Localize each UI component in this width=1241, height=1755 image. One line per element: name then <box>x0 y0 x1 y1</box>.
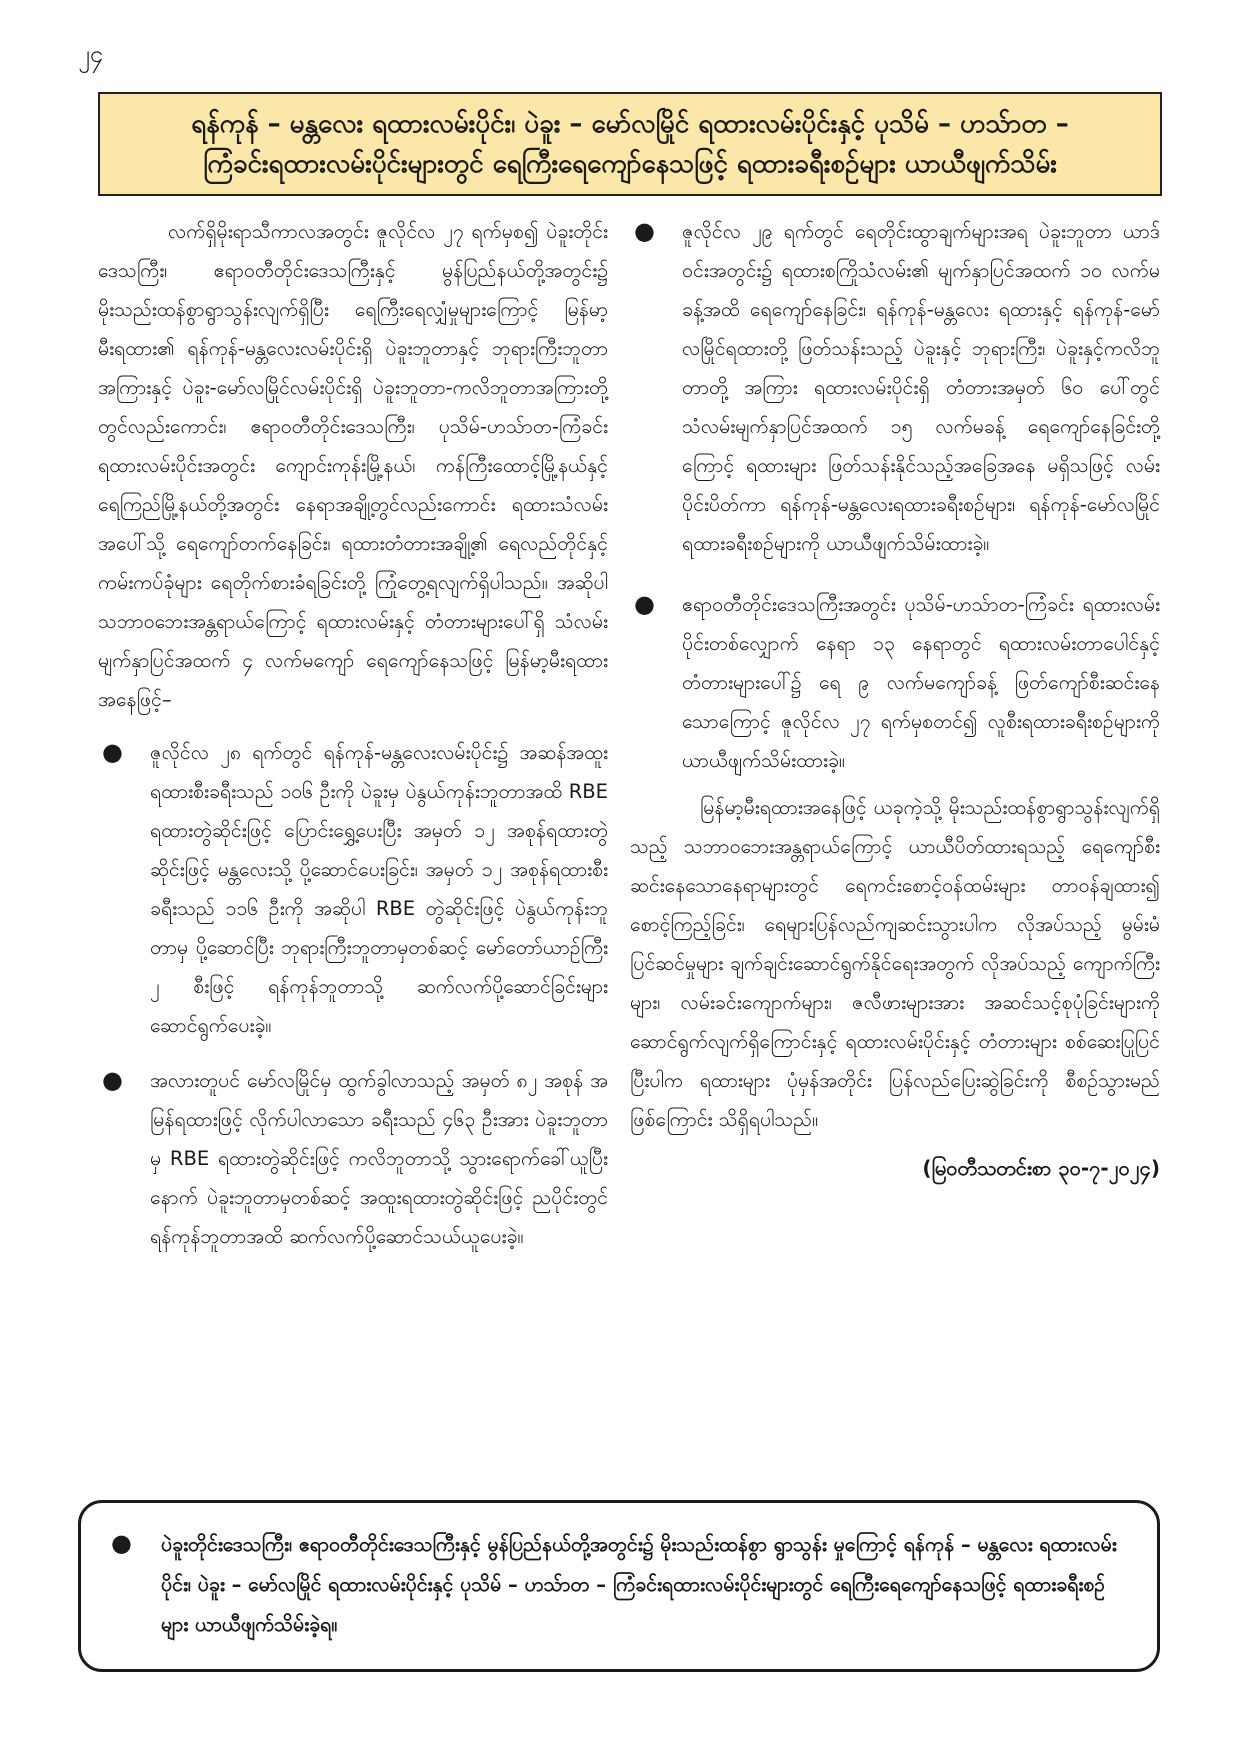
list-item-text: ဇူလိုင်လ ၂၉ ရက်တွင် ရေတိုင်းထွာချက်များအရ ပဲခူးဘူတာ ယာဒ်ဝင်းအတွင်း၌ ရထားစကြိုသံလမ်း၏ မျက်နှာပြင်အထက် ၁၀ လက်မခန့်အထိ ရေကျော်နေခြင်း၊ ရန်ကုန်-မန္တလေး ရထားနှင့် ရန်ကုန်-မော်လမြိုင်ရထားတို့ ဖြတ်သန်းသည့် ပဲခူးနှင့် ဘုရားကြီး၊ ပဲခူးနှင့်ကလိဘူတာတို့ အကြား ရထားလမ်းပိုင်းရှိ တံတားအမှတ် ၆၀ ပေါ်တွင် သံလမ်းမျက်နှာပြင်အထက် ၁၅ လက်မခန့် ရေကျော်နေခြင်းတို့ကြောင့် ရထားများ ဖြတ်သန်းနိုင်သည့်အခြေအနေ မရှိသဖြင့် လမ်းပိုင်းပိတ်ကာ ရန်ကုန်-မန္တလေးရထားခရီးစဉ်များ၊ ရန်ကုန်-မော်လမြိုင်ရထားခရီးစဉ်များကို ယာယီဖျက်သိမ်းထားခဲ့။ <box>682 220 1160 555</box>
article-closing: မြန်မာ့မီးရထားအနေဖြင့် ယခုကဲ့သို့ မိုးသည်းထန်စွာရွာသွန်းလျက်ရှိသည့် သဘာဝဘေးအန္တရာယ်ကြောင့် ယာယီပိတ်ထားရသည့် ရေကျော်စီးဆင်းနေသောနေရာများတွင် ရေကင်းစောင့်ဝန်ထမ်းများ တာဝန်ချထား၍ စောင့်ကြည့်ခြင်း၊ ရေများပြန်လည်ကျဆင်းသွားပါက လိုအပ်သည့် မွမ်းမံပြင်ဆင်မှုများ ချက်ချင်းဆောင်ရွက်နိုင်ရေးအတွက် လိုအပ်သည့် ကျောက်ကြီးများ၊ လမ်းခင်းကျောက်များ၊ ဇလီဖားများအား အဆင်သင့်စုပုံခြင်းများကို ဆောင်ရွက်လျက်ရှိကြောင်းနှင့် ရထားလမ်းပိုင်းနှင့် တံတားများ စစ်ဆေးပြုပြင်ပြီးပါက ရထားများ ပုံမှန်အတိုင်း ပြန်လည်ပြေးဆွဲခြင်းကို စီစဉ်သွားမည်ဖြစ်ကြောင်း သိရှိရပါသည်။ <box>630 796 1160 1131</box>
bullet-icon: ● <box>102 1066 123 1094</box>
headline-line-1: ရန်ကုန် – မန္တလေး ရထားလမ်းပိုင်း၊ ပဲခူး – မော်လမြိုင် ရထားလမ်းပိုင်းနှင့် ပုသိမ် – ဟသ်ာတ – <box>191 108 1069 139</box>
article-intro: လက်ရှိမိုးရာသီကာလအတွင်း ဇူလိုင်လ ၂၇ ရက်မှစ၍ ပဲခူးတိုင်းဒေသကြီး၊ ဧရာဝတီတိုင်းဒေသကြီးနှင့် မွန်ပြည်နယ်တို့အတွင်း၌ မိုးသည်းထန်စွာရွာသွန်းလျက်ရှိပြီး ရေကြီးရေလျှံမှုများကြောင့် မြန်မာ့မီးရထား၏ ရန်ကုန်-မန္တလေးလမ်းပိုင်းရှိ ပဲခူးဘူတာနှင့် ဘုရားကြီးဘူတာအကြားနှင့် ပဲခူး-မော်လမြိုင်လမ်းပိုင်းရှိ ပဲခူးဘူတာ-ကလိဘူတာအကြားတို့တွင်လည်းကောင်း၊ ဧရာဝတီတိုင်းဒေသကြီး၊ ပုသိမ်-ဟသ်ာတ-ကြံခင်းရထားလမ်းပိုင်းအတွင်း ကျောင်းကုန်းမြို့နယ်၊ ကန်ကြီးထောင့်မြို့နယ်နှင့် ရေကြည်မြို့နယ်တို့အတွင်း နေရာအချို့တွင်လည်းကောင်း ရထားသံလမ်းအပေါ်သို့ ရေကျော်တက်နေခြင်း၊ ရထားတံတားအချို့၏ ရေလည်တိုင်နှင့် ကမ်းကပ်ခုံများ ရေတိုက်စားခံရခြင်းတို့ ကြုံတွေ့ရလျက်ရှိပါသည်။ အဆိုပါသဘာဝဘေးအန္တရာယ်ကြောင့် ရထားလမ်းနှင့် တံတားများပေါ်ရှိ သံလမ်းမျက်နှာပြင်အထက် ၄ လက်မကျော် ရေကျော်နေသဖြင့် မြန်မာ့မီးရထားအနေဖြင့်– <box>98 220 608 711</box>
list-item-text: ဇူလိုင်လ ၂၈ ရက်တွင် ရန်ကုန်-မန္တလေးလမ်းပိုင်း၌ အဆန်အထူးရထားစီးခရီးသည် ၁၀၆ ဦးကို ပဲခူးမှ ပဲနွယ်ကုန်းဘူတာအထိ RBE ရထားတွဲဆိုင်းဖြင့် ပြောင်းရွှေ့ပေးပြီး အမှတ် ၁၂ အစုန်ရထားတွဲဆိုင်းဖြင့် မန္တလေးသို့ ပို့ဆောင်ပေးခြင်း၊ အမှတ် ၁၂ အစုန်ရထားစီးခရီးသည် ၁၁၆ ဦးကို အဆိုပါ RBE တွဲဆိုင်းဖြင့် ပဲနွယ်ကုန်းဘူတာမှ ပို့ဆောင်ပြီး ဘုရားကြီးဘူတာမှတစ်ဆင့် မော်တော်ယာဉ်ကြီး ၂ စီးဖြင့် ရန်ကုန်ဘူတာသို့ ဆက်လက်ပို့ဆောင်ခြင်းများ ဆောင်ရွက်ပေးခဲ့။ <box>150 741 608 1037</box>
summary-text: ပဲခူးတိုင်းဒေသကြီး၊ ဧရာဝတီတိုင်းဒေသကြီးနှင့် မွန်ပြည်နယ်တို့အတွင်း၌ မိုးသည်းထန်စွာ ရွာသွန်း မှုကြောင့် ရန်ကုန် – မန္တလေး ရထားလမ်းပိုင်း၊ ပဲခူး – မော်လမြိုင် ရထားလမ်းပိုင်းနှင့် ပုသိမ် – ဟသ်ာတ – ကြံခင်းရထားလမ်းပိုင်းများတွင် ရေကြီးရေကျော်နေသဖြင့် ရထားခရီးစဉ်များ ယာယီဖျက်သိမ်းခဲ့ရ။ <box>161 1533 1117 1636</box>
list-item <box>630 585 1160 780</box>
bullet-icon: ● <box>111 1529 132 1557</box>
bullet-icon: ● <box>634 590 655 618</box>
left-bullet-list <box>98 733 608 1256</box>
page-number: ၂၄ <box>78 40 104 68</box>
bullet-icon: ● <box>102 738 123 766</box>
list-item <box>98 1061 608 1256</box>
list-item-text: ဧရာဝတီတိုင်းဒေသကြီးအတွင်း ပုသိမ်-ဟသ်ာတ-ကြံခင်း ရထားလမ်းပိုင်းတစ်လျှောက် နေရာ ၁၃ နေရာတွင် ရထားလမ်းတာပေါင်နှင့် တံတားများပေါ်၌ ရေ ၉ လက်မကျော်ခန့် ဖြတ်ကျော်စီးဆင်းနေသောကြောင့် ဇူလိုင်လ ၂၇ ရက်မှစတင်၍ လူစီးရထားခရီးစဉ်များကို ယာယီဖျက်သိမ်းထားခဲ့။ <box>682 593 1160 772</box>
headline-line-2: ကြံခင်းရထားလမ်းပိုင်းများတွင် ရေကြီးရေကျော်နေသဖြင့် ရထားခရီးစဉ်များ ယာယီဖျက်သိမ်း <box>203 149 1057 179</box>
list-item <box>98 733 608 1045</box>
headline-box <box>98 92 1162 196</box>
bullet-icon: ● <box>634 217 655 245</box>
right-bullet-list <box>630 212 1160 780</box>
list-item <box>630 212 1160 563</box>
left-column <box>98 212 608 1256</box>
summary-box <box>78 1500 1160 1672</box>
source-citation: (မြဝတီသတင်းစာ ၃၀-၇-၂၀၂၄) <box>922 1156 1160 1180</box>
right-column <box>630 212 1160 1188</box>
list-item-text: အလားတူပင် မော်လမြိုင်မှ ထွက်ခွါလာသည့် အမှတ် ၈၂ အစုန် အမြန်ရထားဖြင့် လိုက်ပါလာသော ခရီးသည် ၄၆၃ ဦးအား ပဲခူးဘူတာမှ RBE ရထားတွဲဆိုင်းဖြင့် ကလိဘူတာသို့ သွားရောက်ခေါ်ယူပြီးနောက် ပဲခူးဘူတာမှတစ်ဆင့် အထူးရထားတွဲဆိုင်းဖြင့် ညပိုင်းတွင် ရန်ကုန်ဘူတာအထိ ဆက်လက်ပို့ဆောင်သယ်ယူပေးခဲ့။ <box>150 1069 608 1248</box>
